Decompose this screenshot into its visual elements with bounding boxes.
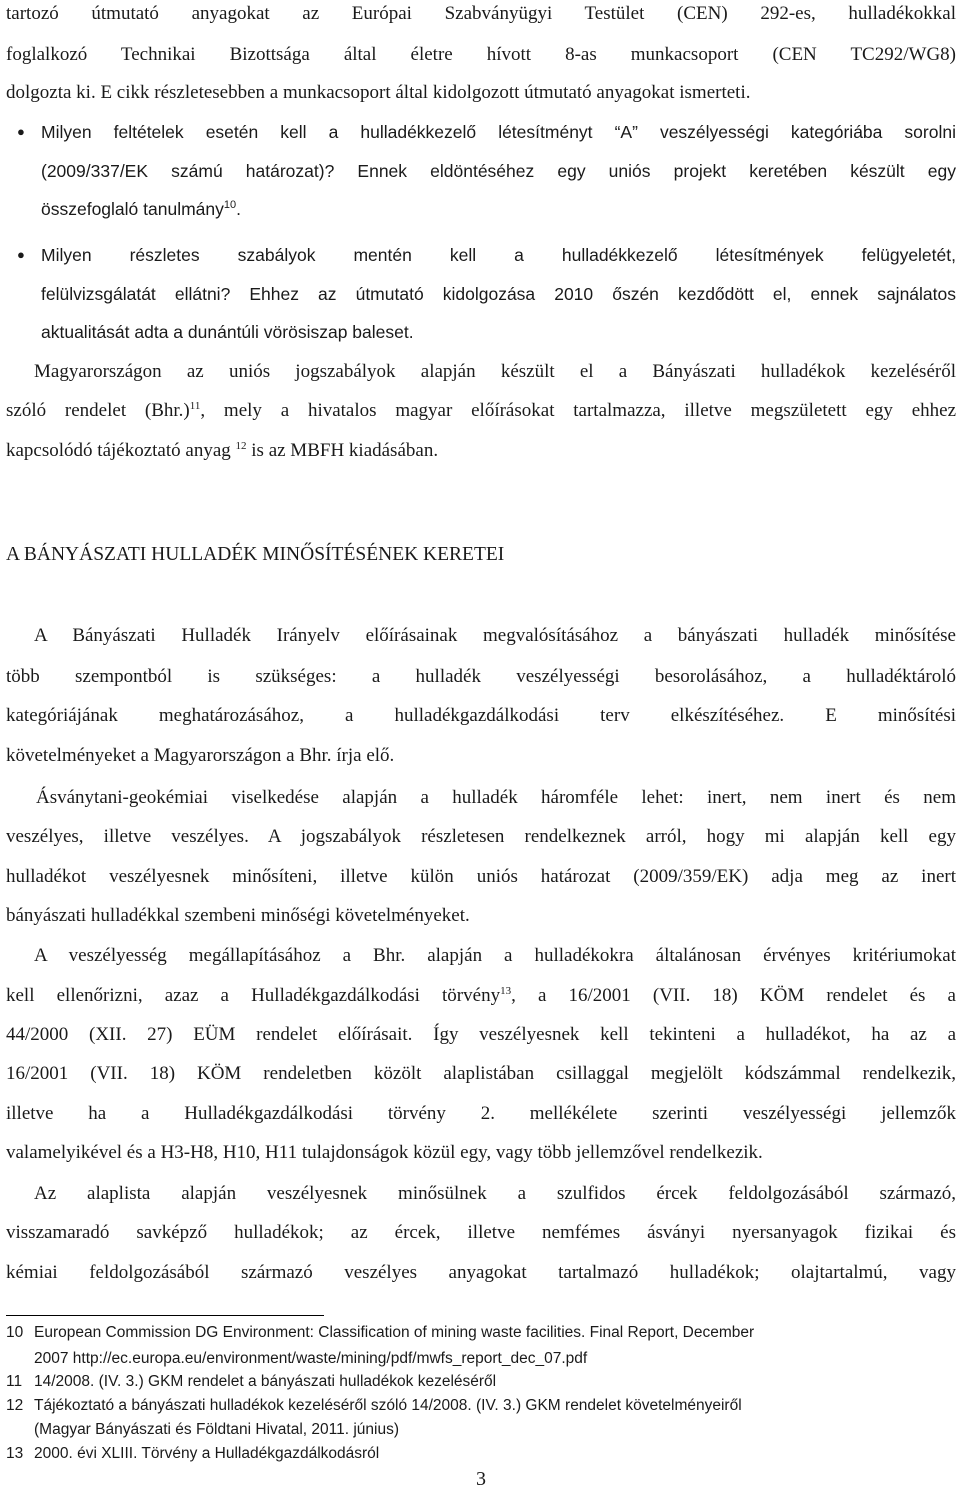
section-heading: A BÁNYÁSZATI HULLADÉK MINŐSÍTÉSÉNEK KERETEI [6, 544, 505, 565]
footnote-number: 10 [6, 1324, 24, 1341]
footnote-text: European Commission DG Environment: Classification of mining waste facilities. Final Report, December [34, 1324, 755, 1341]
para4-line-5: illetve ha a Hulladékgazdálkodási törvény 2. mellékélete szerinti veszélyességi jellemzők [6, 1103, 956, 1124]
para4-line-3: 44/2000 (XII. 27) EÜM rendelet előírásait. Így veszélyesnek kell tekinteni a hulladékot, ha az a [6, 1024, 956, 1045]
para4-line-2 [6, 985, 956, 1007]
intro-line-1: tartozó útmutató anyagokat az Európai Szabványügyi Testület (CEN) 292-es, hulladékokkal [6, 3, 956, 24]
para1-text: , mely a hivatalos magyar előírásokat tartalmazza, illetve megszületett egy ehhez [200, 400, 957, 421]
footnote-ref-11[interactable]: 11 [189, 400, 201, 412]
footnote-12-line-2: (Magyar Bányászati és Földtani Hivatal, 2011. június) [34, 1421, 399, 1438]
para1-text: kapcsolódó tájékoztató anyag [6, 440, 231, 461]
footnote-10 [6, 1323, 754, 1343]
footnote-ref-13[interactable]: 13 [500, 985, 512, 997]
para4-text: , a 16/2001 (VII. 18) KÖM rendelet és a [511, 985, 956, 1006]
para2-line-3: kategóriájának meghatározásához, a hulladékgazdálkodási terv elkészítéséhez. E minősítési [6, 705, 956, 726]
footnote-13 [6, 1444, 379, 1464]
para5-line-1: Az alaplista alapján veszélyesnek minősülnek a szulfidos ércek feldolgozásából származó, [34, 1183, 956, 1204]
footnote-ref-10[interactable]: 10 [223, 199, 237, 211]
footnote-11 [6, 1372, 496, 1392]
para2-line-1: A Bányászati Hulladék Irányelv előírásainak megvalósításához a bányászati hulladék minősítése [34, 625, 956, 646]
para2-line-2: több szempontból is szükséges: a hulladék veszélyességi besorolásához, a hulladéktároló [6, 666, 956, 687]
bullet-1-line-3 [41, 198, 956, 220]
para4-line-6: valamelyikével és a H3-H8, H10, H11 tulajdonságok közül egy, vagy több jellemzővel rendelkezik. [6, 1142, 763, 1163]
bullet-1-line-1: Milyen feltételek esetén kell a hulladékkezelő létesítményt “A” veszélyességi kategóriába sorolni [41, 122, 956, 142]
bullet-1-period: . [236, 199, 242, 219]
para5-line-3: kémiai feldolgozásából származó veszélyes anyagokat tartalmazó hulladékok; olajtartalmú, vagy [6, 1262, 956, 1283]
footnote-text: Tájékoztató a bányászati hulladékok kezeléséről szóló 14/2008. (IV. 3.) GKM rendelet követelményeiről [34, 1397, 742, 1414]
bullet-2-line-3: aktualitását adta a dunántúli vörösiszap baleset. [41, 322, 414, 342]
para5-line-2: visszamaradó savképző hulladékok; az ércek, illetve nemfémes ásványi nyersanyagok fizikai és [6, 1222, 956, 1243]
bullet-1-text-end: összefoglaló tanulmány [41, 199, 224, 219]
para1-text: is az MBFH kiadásában. [246, 440, 439, 461]
page-number: 3 [476, 1468, 486, 1490]
para1-text: szóló rendelet (Bhr.) [6, 400, 190, 421]
bullet-2-line-1: Milyen részletes szabályok mentén kell a hulladékkezelő létesítmények felügyeletét, [41, 245, 956, 265]
para3-line-3: hulladékot veszélyesnek minősíteni, illetve külön uniós határozat (2009/359/EK) adja meg az inert [6, 866, 956, 887]
bullet-2-line-2: felülvizsgálatát ellátni? Ehhez az útmutató kidolgozása 2010 őszén kezdődött el, ennek sajnálatos [41, 284, 956, 304]
para1-line-2 [6, 400, 956, 422]
footnote-number: 12 [6, 1397, 24, 1414]
intro-line-3: dolgozta ki. E cikk részletesebben a munkacsoport által kidolgozott útmutató anyagokat ismerteti. [6, 82, 751, 103]
footnote-ref-12[interactable]: 12 [235, 440, 247, 452]
para3-line-2: veszélyes, illetve veszélyes. A jogszabályok részletesen rendelkeznek arról, hogy mi alapján kell egy [6, 826, 956, 847]
bullet-dot: ● [17, 247, 25, 262]
para3-line-4: bányászati hulladékkal szembeni minőségi követelményeket. [6, 905, 470, 926]
para1-line-1: Magyarországon az uniós jogszabályok alapján készült el a Bányászati hulladékok kezeléséről [34, 361, 956, 382]
para2-line-4: követelményeket a Magyarországon a Bhr. írja elő. [6, 745, 395, 766]
footnote-number: 13 [6, 1445, 24, 1462]
footnote-number: 11 [6, 1373, 23, 1390]
footnote-12 [6, 1396, 742, 1416]
para4-text: kell ellenőrizni, azaz a Hulladékgazdálkodási törvény [6, 985, 501, 1006]
footnote-10-line-2: 2007 http://ec.europa.eu/environment/waste/mining/pdf/mwfs_report_dec_07.pdf [34, 1350, 588, 1367]
footnote-text: 14/2008. (IV. 3.) GKM rendelet a bányászati hulladékok kezeléséről [34, 1373, 497, 1390]
footnote-text: 2000. évi XLIII. Törvény a Hulladékgazdálkodásról [34, 1445, 380, 1462]
bullet-dot: ● [17, 124, 25, 139]
para4-line-4: 16/2001 (VII. 18) KÖM rendeletben közölt alaplistában csillaggal megjelölt kódszámmal rendelkezik, [6, 1063, 956, 1084]
intro-line-2: foglalkozó Technikai Bizottsága által életre hívott 8-as munkacsoport (CEN TC292/WG8) [6, 44, 956, 65]
bullet-1-line-2: (2009/337/EK számú határozat)? Ennek eldöntéséhez egy uniós projekt keretében készült egy [41, 161, 956, 181]
para4-line-1: A veszélyesség megállapításához a Bhr. alapján a hulladékokra általánosan érvényes kritériumokat [34, 945, 956, 966]
para3-line-1: Ásványtani-geokémiai viselkedése alapján a hulladék háromféle lehet: inert, nem inert és nem [36, 787, 956, 808]
footnote-separator [6, 1315, 324, 1316]
para1-line-3 [6, 440, 956, 462]
